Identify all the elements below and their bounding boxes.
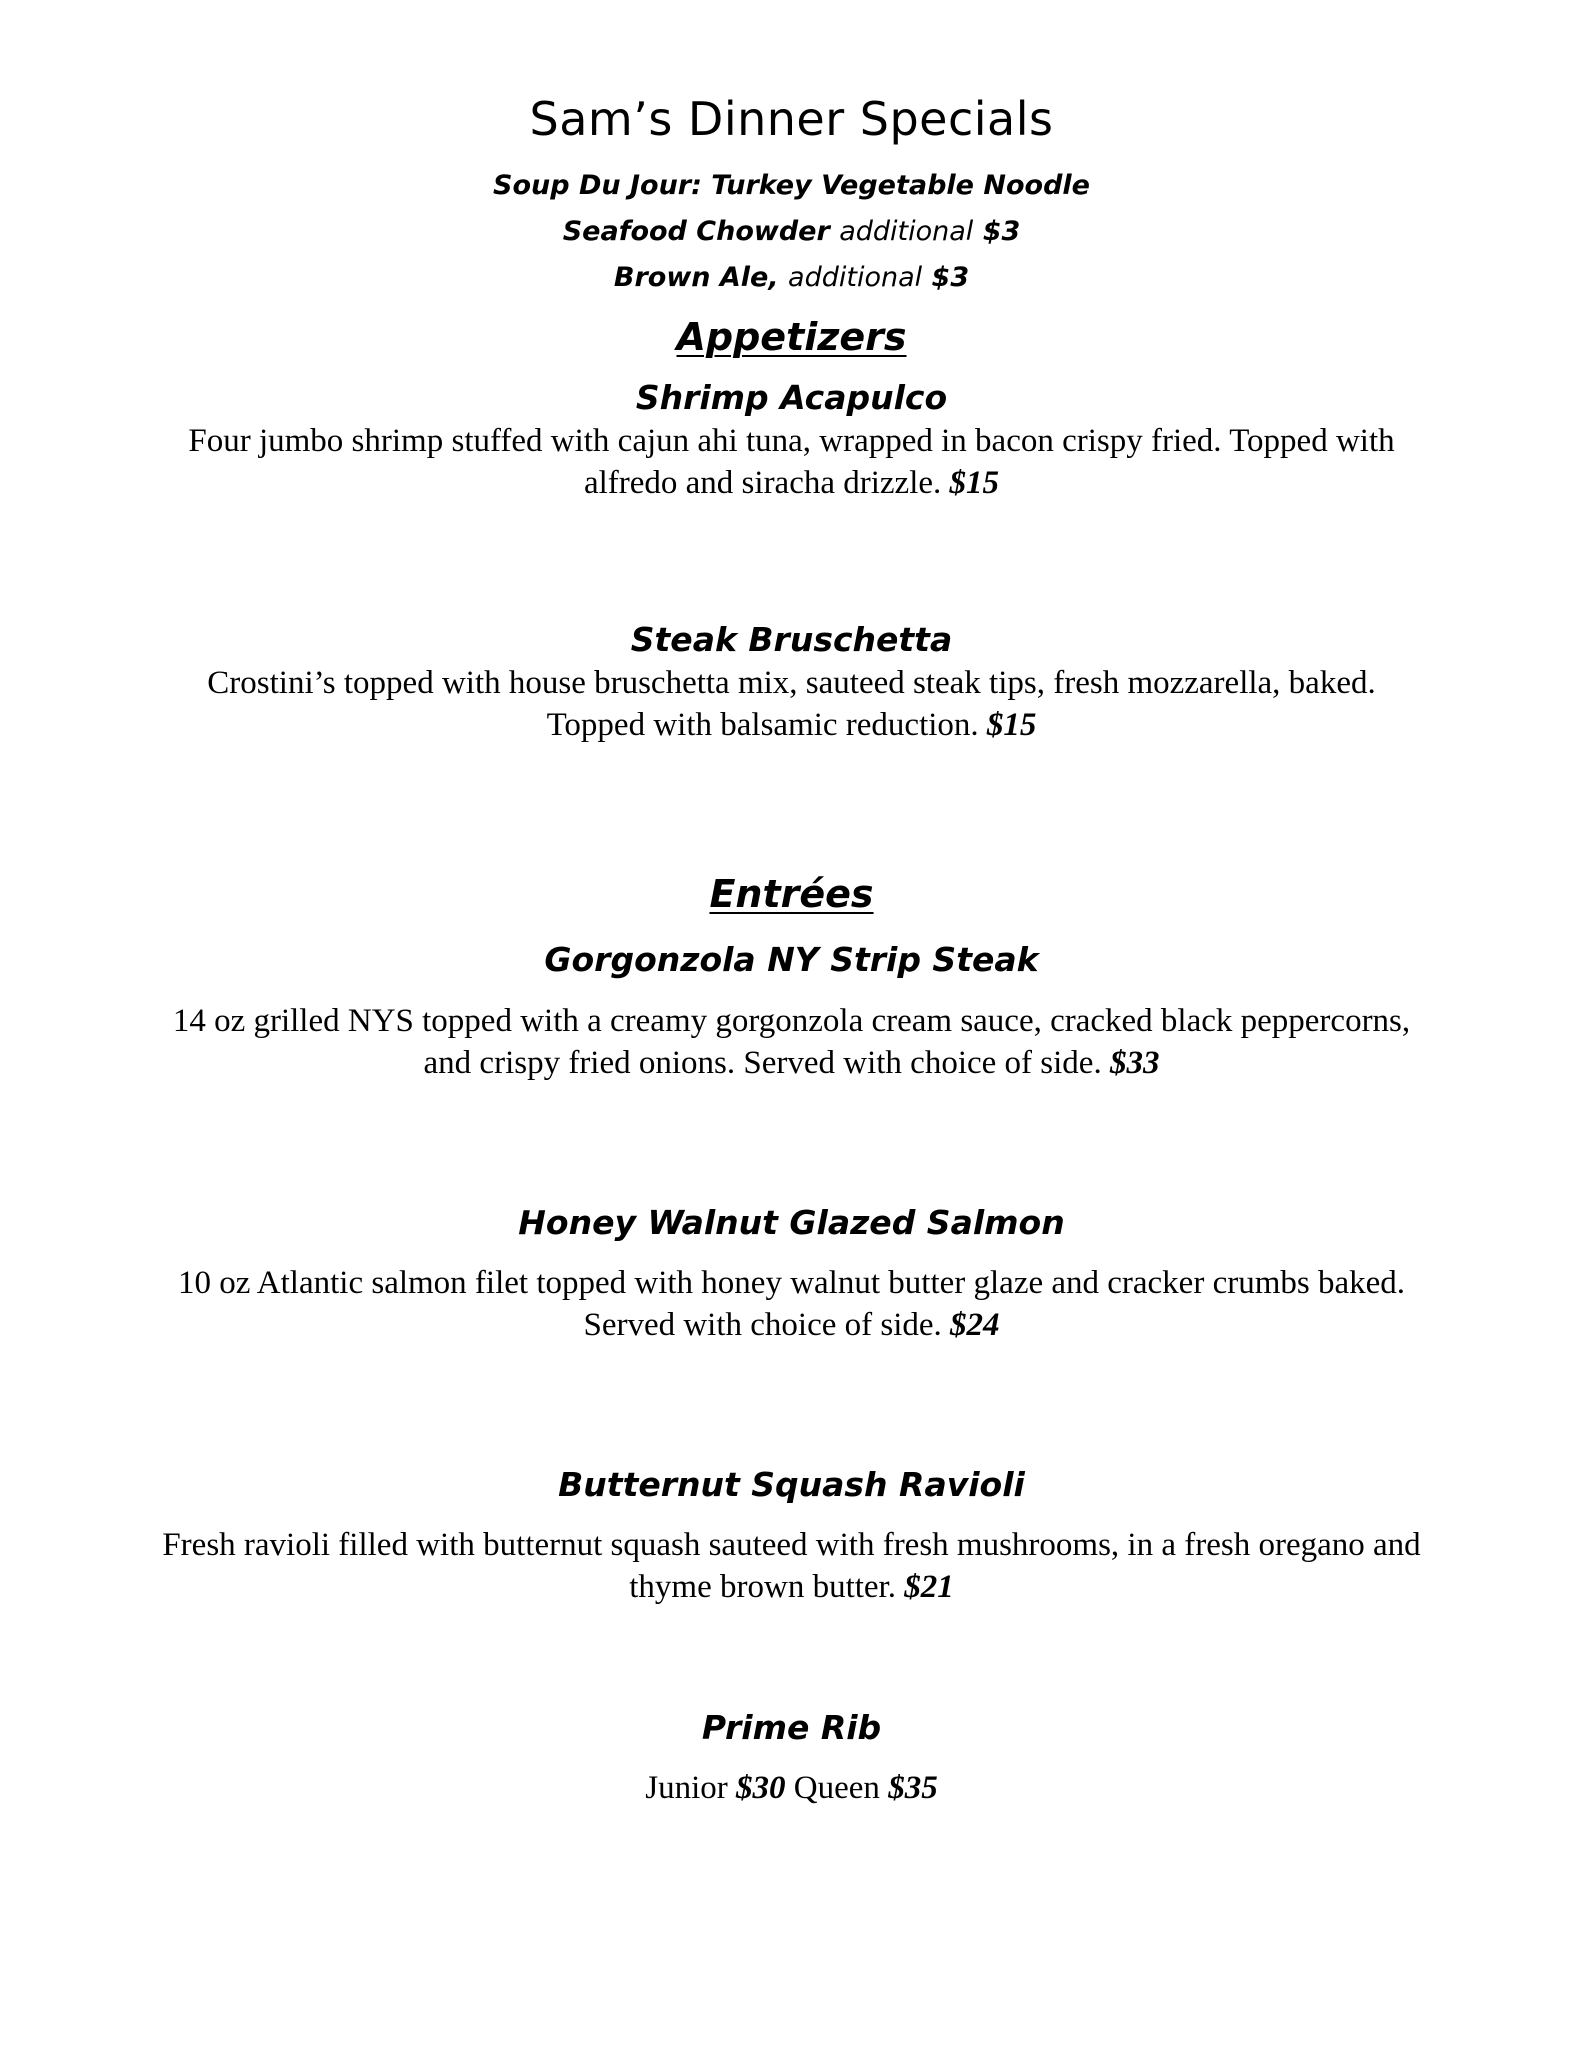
entrees-heading: Entrées [709,872,874,916]
dish-desc-line [0,1569,1583,1606]
dish-price: $15 [949,465,1000,501]
seafood-chowder-line [0,216,1583,247]
dish-desc-text: alfredo and siracha drizzle. [583,465,942,501]
ale-note: additional [788,262,923,293]
dish-desc-line: 14 oz grilled NYS topped with a creamy gorgonzola cream sauce, cracked black peppercorns, [172,1003,1411,1039]
chowder-price: $3 [982,216,1021,247]
dish-price: $33 [1109,1045,1160,1081]
dish-desc-text: thyme brown butter. [629,1569,896,1605]
ale-price: $3 [931,262,970,293]
size-price: $30 [736,1770,786,1806]
dish-name-butternut-ravioli: Butternut Squash Ravioli [558,1465,1025,1504]
dish-desc-text: Served with choice of side. [583,1307,942,1343]
dish-desc-line [0,707,1583,744]
dish-name-prime-rib: Prime Rib [701,1708,882,1747]
dish-price: $24 [950,1307,1000,1343]
dish-name-steak-bruschetta: Steak Bruschetta [630,620,953,659]
dish-desc-line: Four jumbo shrimp stuffed with cajun ahi tuna, wrapped in bacon crispy fried. Topped with [188,423,1395,459]
dish-desc-line [0,465,1583,502]
dish-price: $15 [986,707,1037,743]
dish-name-honey-walnut-salmon: Honey Walnut Glazed Salmon [518,1203,1065,1242]
soup-du-jour: Soup Du Jour: Turkey Vegetable Noodle [493,170,1090,201]
size-label: Junior [645,1770,728,1806]
dish-price: $21 [904,1569,954,1605]
dish-desc-line [0,1045,1583,1082]
dish-desc-line: 10 oz Atlantic salmon filet topped with honey walnut butter glaze and cracker crumbs baked. [177,1265,1406,1301]
size-label: Queen [793,1770,880,1806]
dish-desc-text: and crispy fried onions. Served with choice of side. [423,1045,1102,1081]
dish-name-gorgonzola-strip: Gorgonzola NY Strip Steak [544,940,1039,979]
chowder-note: additional [839,216,974,247]
dish-desc-line [0,1307,1583,1344]
dish-desc-line: Crostini’s topped with house bruschetta mix, sauteed steak tips, fresh mozzarella, baked. [207,665,1376,701]
size-price: $35 [888,1770,938,1806]
appetizers-heading: Appetizers [676,315,907,359]
dish-desc-text: Topped with balsamic reduction. [546,707,979,743]
prime-rib-prices [0,1770,1583,1807]
dish-desc-line: Fresh ravioli filled with butternut squash sauteed with fresh mushrooms, in a fresh oregano and [162,1527,1421,1563]
chowder-name: Seafood Chowder [562,216,830,247]
ale-name: Brown Ale, [613,262,779,293]
brown-ale-line [0,262,1583,293]
menu-title: Sam’s Dinner Specials [529,92,1054,146]
dish-name-shrimp-acapulco: Shrimp Acapulco [635,378,948,417]
